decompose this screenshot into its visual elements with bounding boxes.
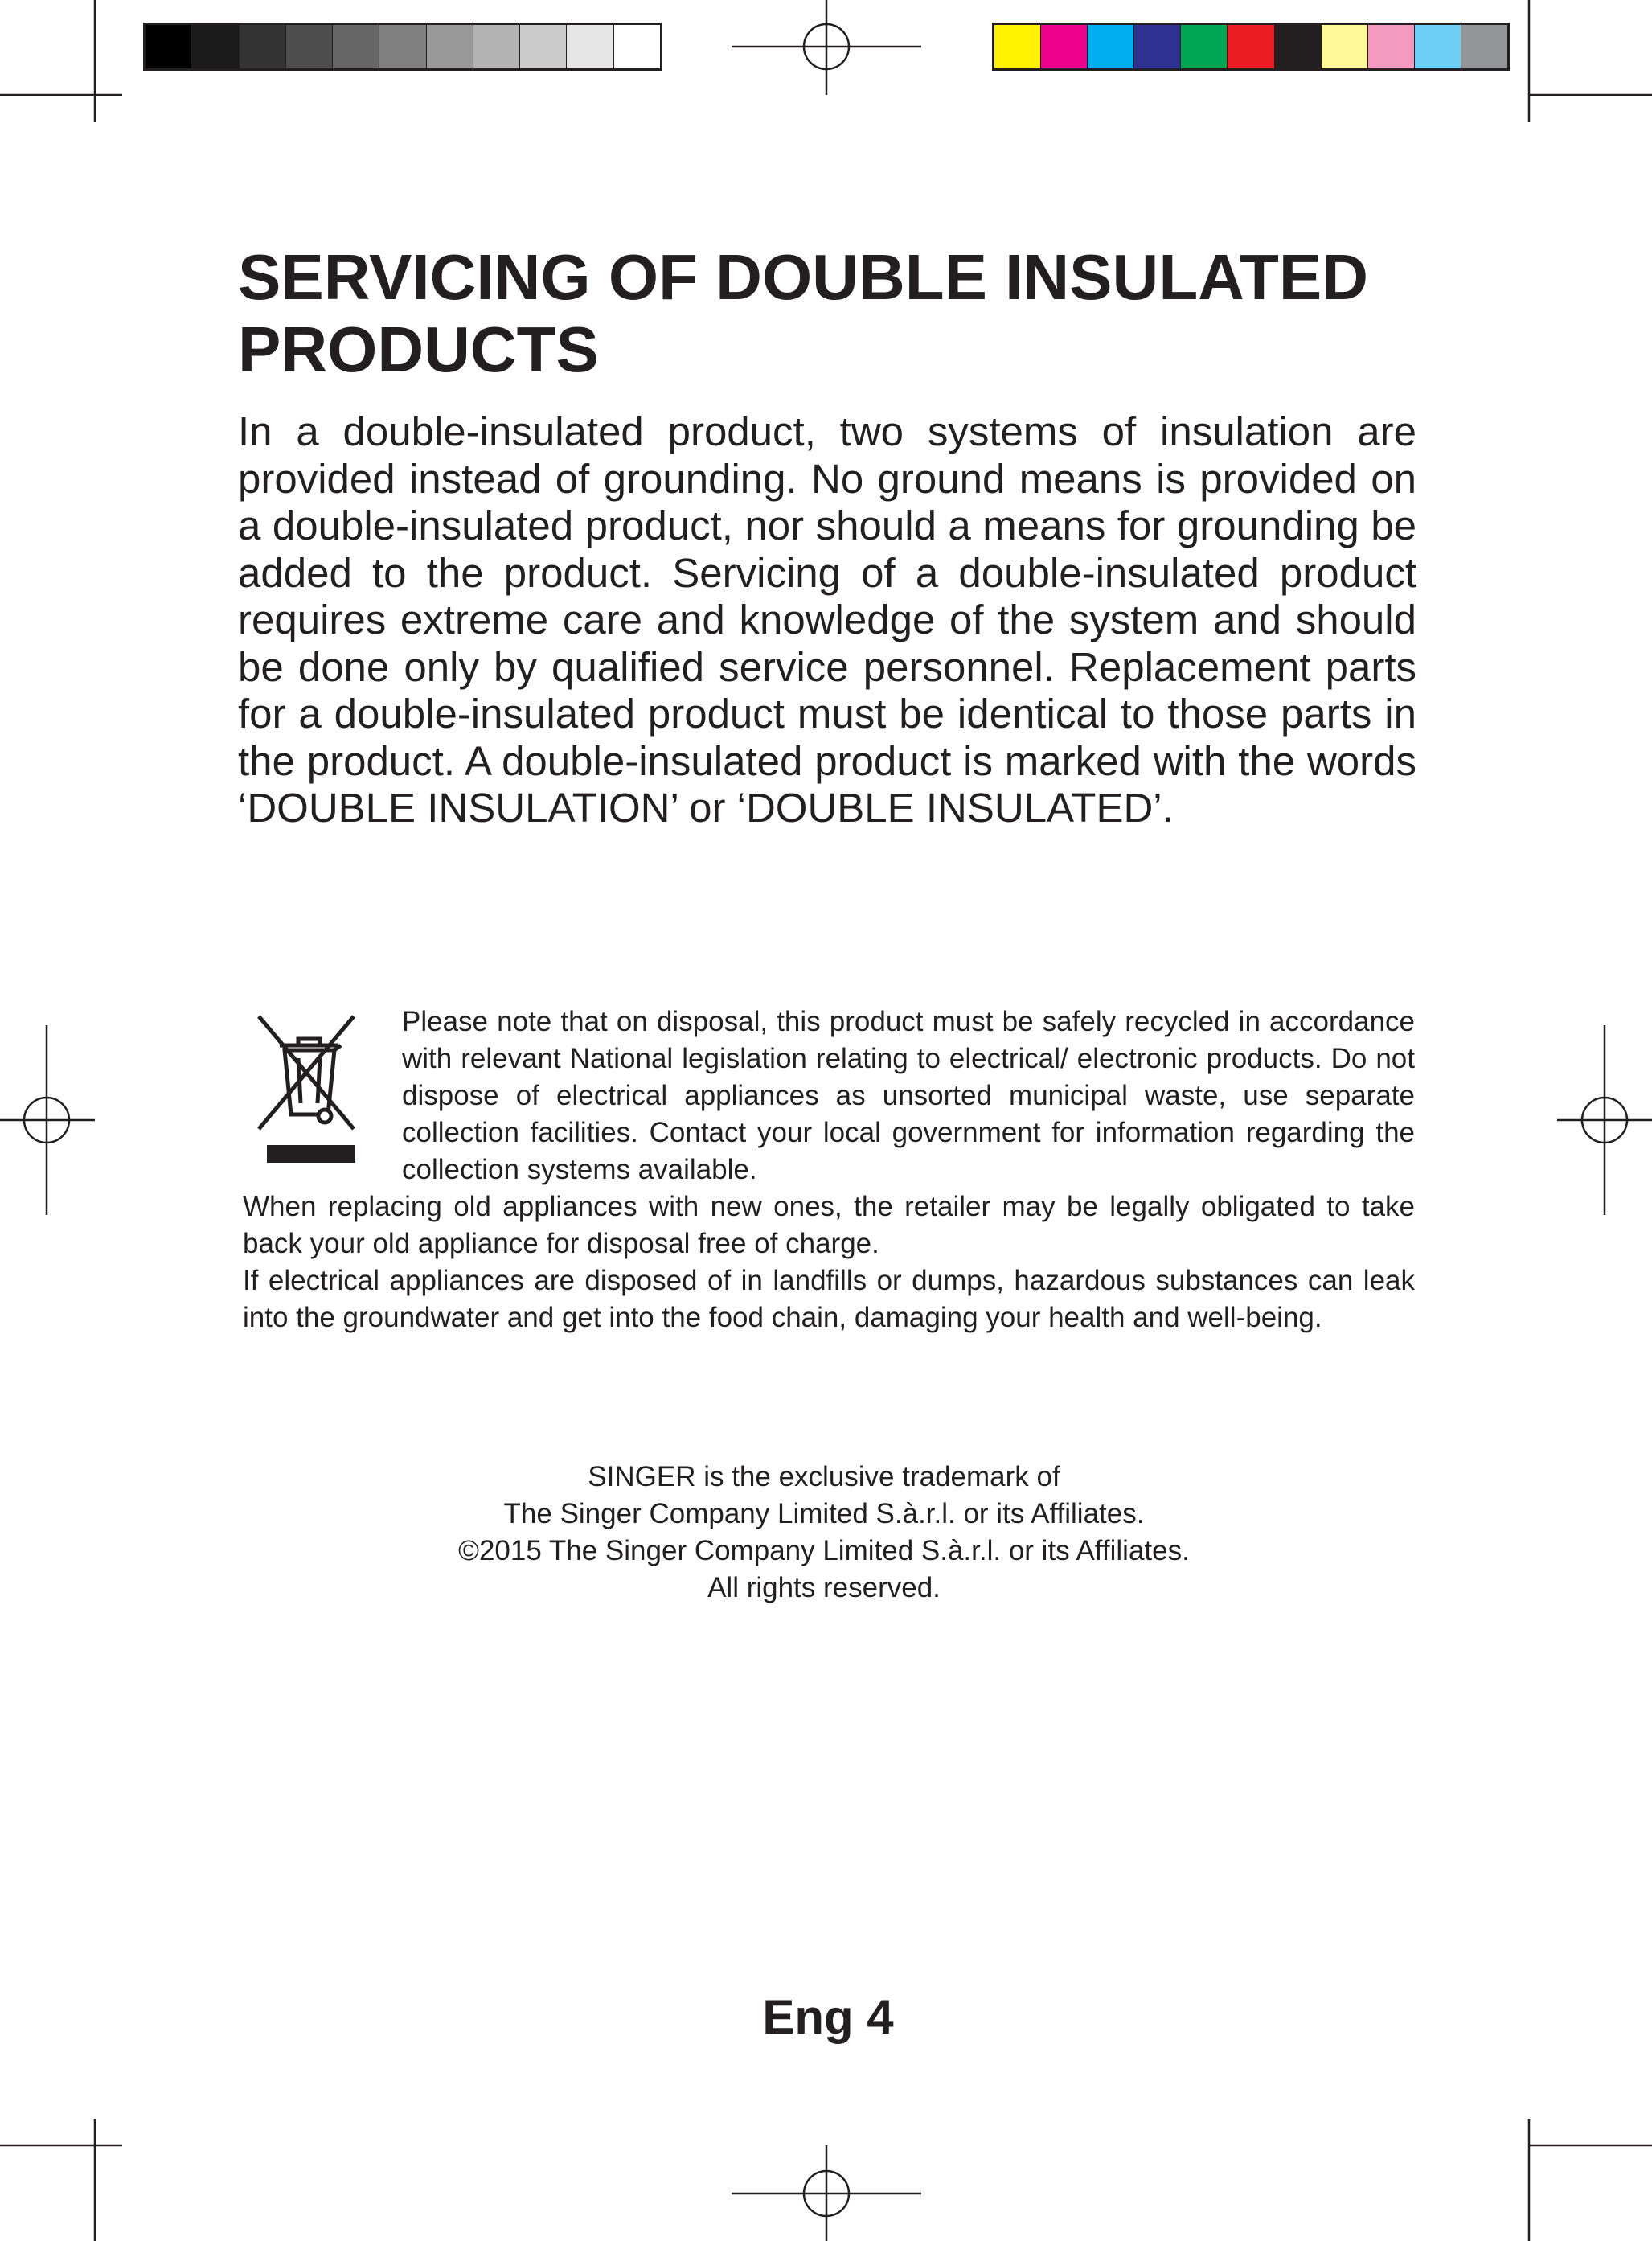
- color-swatch: [1275, 25, 1322, 68]
- title-line-2: PRODUCTS: [238, 314, 599, 385]
- gray-swatch: [520, 25, 567, 68]
- gray-swatch: [286, 25, 333, 68]
- color-swatch: [1181, 25, 1228, 68]
- color-swatch: [1322, 25, 1368, 68]
- gray-swatch: [379, 25, 426, 68]
- gray-swatch: [614, 25, 660, 68]
- gray-swatch: [240, 25, 286, 68]
- color-swatch: [1041, 25, 1088, 68]
- color-swatch: [1415, 25, 1461, 68]
- gray-swatch: [473, 25, 520, 68]
- color-swatch: [1461, 25, 1507, 68]
- page-title: [238, 241, 1416, 386]
- color-swatch: [1134, 25, 1181, 68]
- footer-line-4: All rights reserved.: [707, 1572, 941, 1603]
- grayscale-calibration-strip: [143, 23, 662, 71]
- disposal-notice: [243, 1004, 1415, 1336]
- title-line-1: SERVICING OF DOUBLE INSULATED: [238, 241, 1369, 313]
- color-swatch: [1368, 25, 1415, 68]
- gray-swatch: [192, 25, 239, 68]
- gray-swatch: [427, 25, 473, 68]
- disposal-retailer-text: When replacing old appliances with new ones, the retailer may be legally obligated to take back your old appliance for disposal free of charge.: [243, 1191, 1415, 1259]
- color-swatch: [1228, 25, 1274, 68]
- color-calibration-strip: [992, 23, 1510, 71]
- gray-swatch: [333, 25, 379, 68]
- page-number: Eng 4: [762, 1990, 894, 2044]
- gray-swatch: [146, 25, 192, 68]
- footer-line-2: The Singer Company Limited S.à.r.l. or its Affiliates.: [503, 1498, 1145, 1529]
- disposal-paragraph-1: [243, 1004, 1415, 1262]
- footer-line-1: SINGER is the exclusive trademark of: [588, 1461, 1060, 1492]
- disposal-indented-text: Please note that on disposal, this product must be safely recycled in accordance with relevant National legislation relating to electrical/ electronic products. Do not dispose of electrical appliances as unsorted municipal waste, use separate collection facilities. Contact your local government for information regarding the collection systems available.: [402, 1006, 1415, 1185]
- color-swatch: [994, 25, 1041, 68]
- gray-swatch: [567, 25, 613, 68]
- disposal-paragraph-2: If electrical appliances are disposed of in landfills or dumps, hazardous substances can leak into the groundwater and get into the food chain, damaging your health and well-being.: [243, 1265, 1415, 1333]
- trademark-footer: [338, 1459, 1310, 1607]
- double-insulation-paragraph: In a double-insulated product, two systems of insulation are provided instead of grounding. No ground means is provided on a double-insulated product, nor should a means for grounding be added to the product. Servicing of a double-insulated product requires extreme care and knowledge of the system and should be done only by qualified service personnel. Replacement parts for a double-insulated product must be identical to those parts in the product. A double-insulated product is marked with the words ‘DOUBLE INSULATION’ or ‘DOUBLE INSULATED’.: [238, 408, 1416, 831]
- color-swatch: [1088, 25, 1134, 68]
- footer-line-3: ©2015 The Singer Company Limited S.à.r.l. or its Affiliates.: [458, 1535, 1190, 1566]
